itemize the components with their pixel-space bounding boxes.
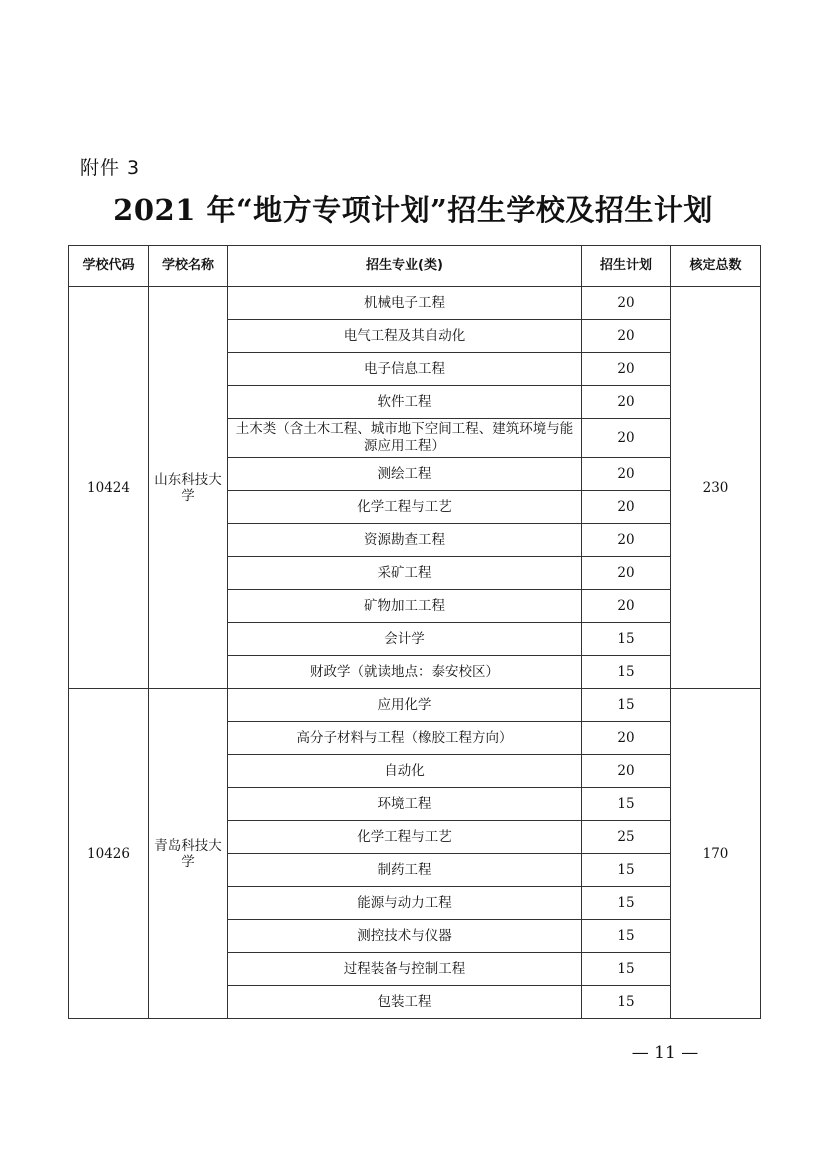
plan-cell: 25 <box>582 821 671 854</box>
header-school-name: 学校名称 <box>149 246 228 287</box>
major-cell: 过程装备与控制工程 <box>228 953 582 986</box>
table-header-row <box>69 246 761 287</box>
major-cell: 化学工程与工艺 <box>228 491 582 524</box>
major-cell: 会计学 <box>228 623 582 656</box>
plan-cell: 20 <box>582 419 671 458</box>
major-cell: 测绘工程 <box>228 458 582 491</box>
plan-cell: 20 <box>582 755 671 788</box>
major-cell: 制药工程 <box>228 854 582 887</box>
major-cell: 资源勘查工程 <box>228 524 582 557</box>
major-cell: 电气工程及其自动化 <box>228 320 582 353</box>
major-cell: 采矿工程 <box>228 557 582 590</box>
table-body <box>69 287 761 1019</box>
plan-cell: 15 <box>582 788 671 821</box>
major-cell: 环境工程 <box>228 788 582 821</box>
major-cell: 应用化学 <box>228 689 582 722</box>
major-cell: 自动化 <box>228 755 582 788</box>
school-total-cell: 230 <box>671 287 761 689</box>
major-cell: 矿物加工工程 <box>228 590 582 623</box>
school-name-cell: 山东科技大学 <box>149 287 228 689</box>
page-number: — 11 — <box>631 1043 699 1063</box>
header-plan: 招生计划 <box>582 246 671 287</box>
plan-cell: 20 <box>582 386 671 419</box>
major-cell: 测控技术与仪器 <box>228 920 582 953</box>
plan-cell: 20 <box>582 557 671 590</box>
plan-cell: 20 <box>582 722 671 755</box>
plan-cell: 20 <box>582 353 671 386</box>
plan-cell: 15 <box>582 920 671 953</box>
header-total: 核定总数 <box>671 246 761 287</box>
plan-cell: 20 <box>582 524 671 557</box>
enrollment-plan-table <box>68 245 761 1019</box>
major-cell: 电子信息工程 <box>228 353 582 386</box>
plan-cell: 20 <box>582 287 671 320</box>
plan-cell: 15 <box>582 689 671 722</box>
school-code-cell: 10426 <box>69 689 149 1019</box>
major-cell: 机械电子工程 <box>228 287 582 320</box>
attachment-label: 附件 3 <box>80 157 141 179</box>
major-cell: 包装工程 <box>228 986 582 1019</box>
major-cell: 软件工程 <box>228 386 582 419</box>
plan-cell: 15 <box>582 986 671 1019</box>
plan-cell: 15 <box>582 623 671 656</box>
header-school-code: 学校代码 <box>69 246 149 287</box>
table-row <box>69 287 761 320</box>
school-name-cell: 青岛科技大学 <box>149 689 228 1019</box>
school-code-cell: 10424 <box>69 287 149 689</box>
plan-cell: 20 <box>582 320 671 353</box>
major-cell: 财政学（就读地点：泰安校区） <box>228 656 582 689</box>
major-cell: 化学工程与工艺 <box>228 821 582 854</box>
plan-cell: 15 <box>582 953 671 986</box>
plan-cell: 15 <box>582 887 671 920</box>
plan-cell: 15 <box>582 854 671 887</box>
plan-cell: 20 <box>582 491 671 524</box>
school-total-cell: 170 <box>671 689 761 1019</box>
plan-cell: 20 <box>582 458 671 491</box>
header-major: 招生专业(类) <box>228 246 582 287</box>
plan-cell: 15 <box>582 656 671 689</box>
major-cell: 土木类（含土木工程、城市地下空间工程、建筑环境与能源应用工程） <box>228 419 582 458</box>
major-cell: 能源与动力工程 <box>228 887 582 920</box>
plan-cell: 20 <box>582 590 671 623</box>
document-title: 2021 年“地方专项计划”招生学校及招生计划 <box>113 193 713 227</box>
table-row <box>69 689 761 722</box>
major-cell: 高分子材料与工程（橡胶工程方向） <box>228 722 582 755</box>
